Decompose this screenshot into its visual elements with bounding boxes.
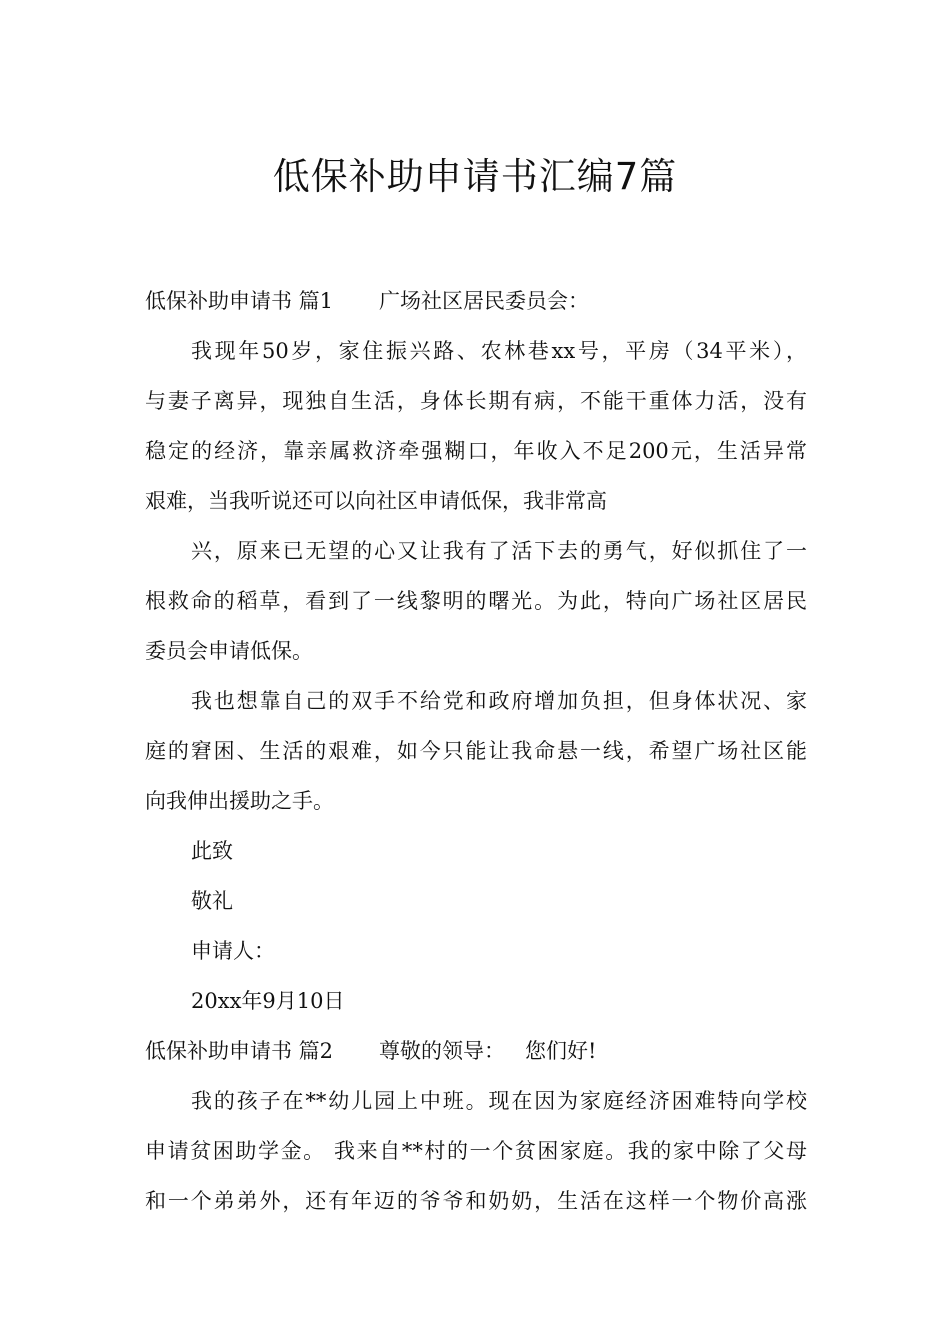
- section1-salutation: 广场社区居民委员会：: [379, 289, 590, 313]
- closing-cizhi: 此致: [191, 839, 233, 863]
- paragraph-line: 我现年50岁，家住振兴路、农林巷xx号，平房（34平米），: [191, 339, 807, 363]
- paragraph-line: 庭的窘困、生活的艰难，如今只能让我命悬一线，希望广场社区能: [145, 739, 807, 763]
- paragraph-line: 艰难，当我听说还可以向社区申请低保，我非常高: [145, 489, 607, 513]
- section2-greeting: 您们好!: [525, 1039, 597, 1063]
- paragraph-line: 和一个弟弟外，还有年迈的爷爷和奶奶，生活在这样一个物价高涨: [145, 1189, 807, 1213]
- paragraph-line: 我也想靠自己的双手不给党和政府增加负担，但身体状况、家: [191, 689, 807, 713]
- closing-jingli: 敬礼: [191, 889, 233, 913]
- paragraph-line: 与妻子离异，现独自生活，身体长期有病，不能干重体力活，没有: [145, 389, 807, 413]
- section2-heading-line: [145, 1026, 807, 1076]
- document-title: 低保补助申请书汇编7篇: [272, 154, 678, 198]
- paragraph-line: 稳定的经济，靠亲属救济牵强糊口，年收入不足200元，生活异常: [145, 439, 807, 463]
- paragraph-line: 申请贫困助学金。 我来自**村的一个贫困家庭。我的家中除了父母: [145, 1139, 807, 1163]
- section1-heading-line: [145, 276, 807, 326]
- applicant-label: 申请人：: [191, 939, 275, 963]
- paragraph-line: 向我伸出援助之手。: [145, 789, 334, 813]
- section2-salutation: 尊敬的领导：: [379, 1039, 506, 1063]
- paragraph-line: 兴，原来已无望的心又让我有了活下去的勇气，好似抓住了一: [191, 539, 807, 563]
- document-body: [145, 276, 807, 1226]
- letter-date: 20xx年9月10日: [191, 989, 345, 1013]
- section1-heading: 低保补助申请书 篇1: [145, 289, 334, 313]
- paragraph-line: 我的孩子在**幼儿园上中班。现在因为家庭经济困难特向学校: [191, 1089, 807, 1113]
- paragraph-line: 根救命的稻草，看到了一线黎明的曙光。为此，特向广场社区居民: [145, 589, 807, 613]
- section2-heading: 低保补助申请书 篇2: [145, 1039, 334, 1063]
- paragraph-line: 委员会申请低保。: [145, 639, 313, 663]
